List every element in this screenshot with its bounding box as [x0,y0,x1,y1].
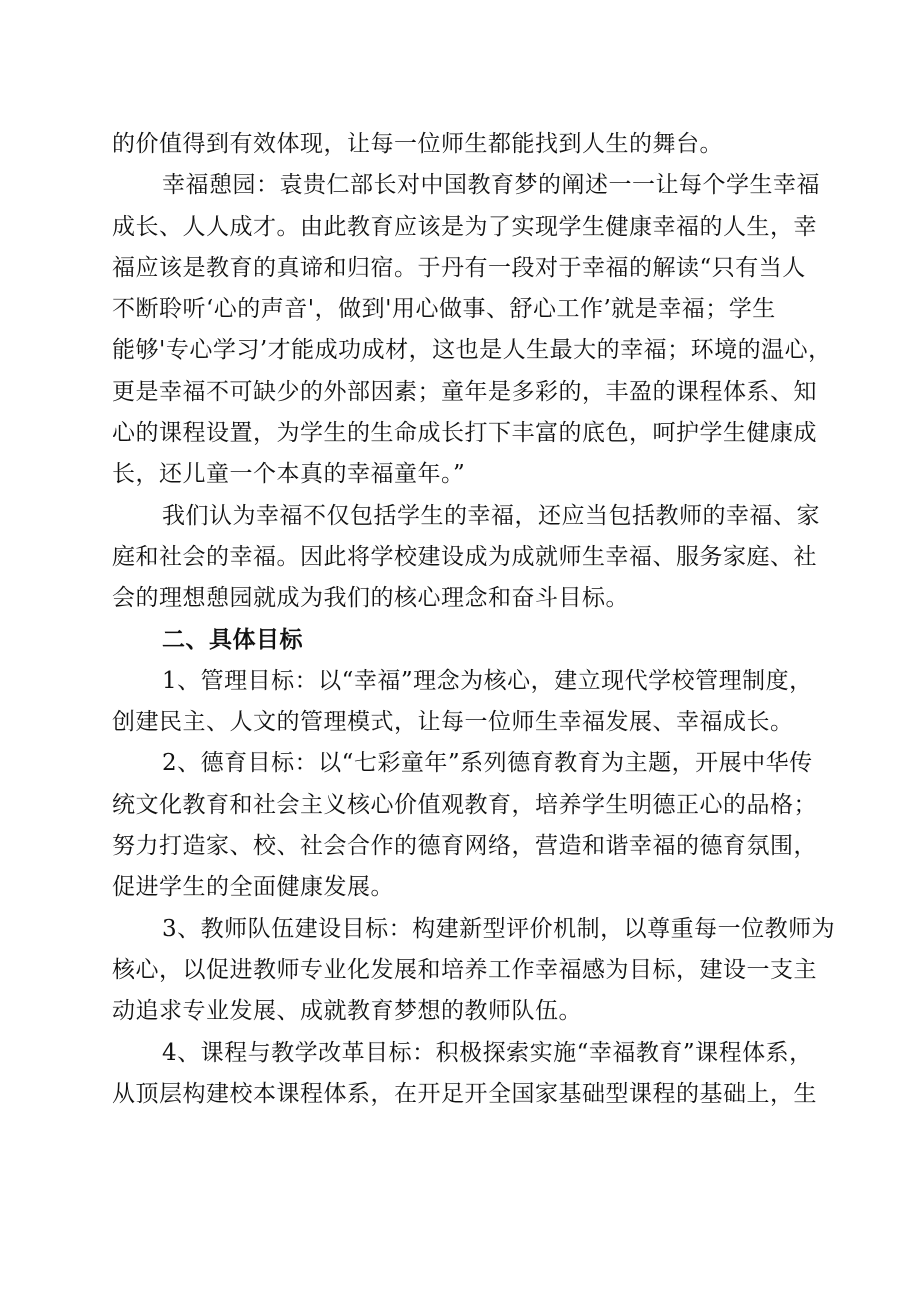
paragraph-line: 我们认为幸福不仅包括学生的幸福，还应当包括教师的幸福、家 [162,502,820,529]
paragraph-line: 努力打造家、校、社会合作的德育网络，营造和谐幸福的德育氛围， [112,833,817,860]
paragraph-line: 1、管理目标：以“幸福”理念为核心，建立现代学校管理制度， [162,667,813,694]
paragraph-line: 会的理想憩园就成为我们的核心理念和奋斗目标。 [112,585,629,612]
paragraph-line: 幸福憩园：袁贵仁部长对中国教育梦的阐述一一让每个学生幸福 [162,172,820,199]
paragraph-line: 庭和社会的幸福。因此将学校建设成为成就师生幸福、服务家庭、社 [112,543,817,570]
paragraph-line: 从顶层构建校本课程体系，在开足开全国家基础型课程的基础上，生 [112,1080,817,1107]
paragraph-line: 核心，以促进教师专业化发展和培养工作幸福感为目标，建设一支主 [112,956,817,983]
paragraph-line: 4、课程与教学改革目标：积极探索实施“幸福教育”课程体系， [162,1039,813,1066]
document-body [112,124,836,1115]
paragraph-line: 长，还儿童一个本真的幸福童年。” [112,461,466,488]
paragraph-line: 促进学生的全面健康发展。 [112,874,394,901]
paragraph-line: 2、德育目标：以“七彩童年”系列德育教育为主题，开展中华传 [162,750,813,777]
paragraph-line: 能够'专心学习’才能成功成材，这也是人生最大的幸福；环境的温心， [112,337,832,364]
section-heading: 二、具体目标 [162,626,303,653]
paragraph-line: 创建民主、人文的管理模式，让每一位师生幸福发展、幸福成长。 [112,709,794,736]
paragraph-line: 心的课程设置，为学生的生命成长打下丰富的底色，呵护学生健康成 [112,420,817,447]
paragraph-line: 不断聆听‘心的声音'，做到'用心做事、舒心工作’就是幸福；学生 [112,296,776,323]
paragraph-line: 福应该是教育的真谛和归宿。于丹有一段对于幸福的解读“只有当人 [112,254,806,281]
paragraph-line: 的价值得到有效体现，让每一位师生都能找到人生的舞台。 [112,131,723,157]
paragraph-line: 统文化教育和社会主义核心价值观教育，培养学生明德正心的品格； [112,791,817,818]
paragraph-line: 3、教师队伍建设目标：构建新型评价机制，以尊重每一位教师为 [162,915,836,942]
paragraph-line: 成长、人人成才。由此教育应该是为了实现学生健康幸福的人生，幸 [112,213,817,240]
paragraph-line: 更是幸福不可缺少的外部因素；童年是多彩的，丰盈的课程体系、知 [112,378,817,405]
paragraph-line: 动追求专业发展、成就教育梦想的教师队伍。 [112,998,582,1025]
